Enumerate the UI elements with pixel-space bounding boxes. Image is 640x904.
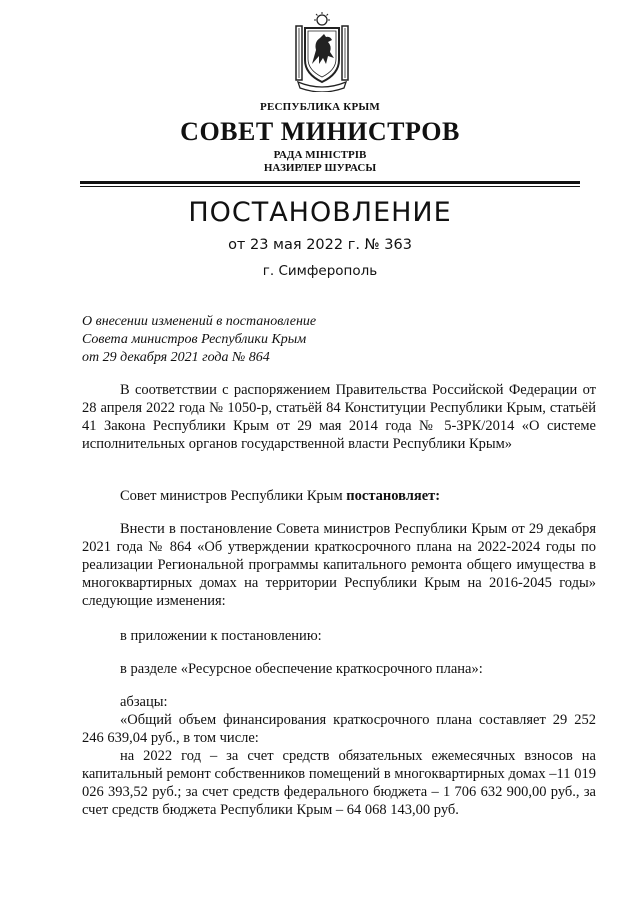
council-name: СОВЕТ МИНИСТРОВ [180,117,460,146]
crimea-coat-of-arms-icon [294,12,350,92]
funding-2022-paragraph [82,747,596,819]
council-name-ukrainian: РАДА МІНІСТРІВ [273,149,367,161]
funding-total-text: «Общий объем финансирования краткосрочного плана составляет 29 252 246 639,04 руб., в том числе: [82,712,596,746]
preamble-text: В соответствии с распоряжением Правительства Российской Федерации от 28 апреля 2022 года № 1050-р, статьёй 84 Конституции Республики Крым, статьёй 41 Закона Республики Крым от 29 мая 2014 года № 5-ЗРК/2014 «О системе исполнительных органов государственной власти Республики Крым» [82,382,596,452]
decree-city: г. Симферополь [262,263,378,279]
resolution-text [82,487,596,505]
paragraphs-label [82,693,596,711]
amendment-text: Внести в постановление Совета министров Республики Крым от 29 декабря 2021 года № 864 «Об утверждении краткосрочного плана на 2022-2024 годы по реализации Региональной программы капитального ремонта общего имущества в многоквартирных домах на территории Республики Крым на 2016-2045 годы» следующие изменения: [82,521,596,609]
resolution-subject: Совет министров Республики Крым [120,488,347,504]
paragraphs-label-text: абзацы: [120,694,168,710]
subject-line-1: О внесении изменений в постановление [82,314,317,329]
amendment-paragraph [82,520,596,610]
section-paragraph [82,660,596,678]
funding-2022-text: на 2022 год – за счет средств обязательных ежемесячных взносов на капитальный ремонт собственников помещений в многоквартирных домах –11 019 026 393,52 руб.; за счет средств федерального бюджета – 1 706 632 900,00 руб., за счет средств бюджета Республики Крым – 64 068 143,00 руб. [82,748,596,818]
header-rule-thick [80,181,580,184]
section-text: в разделе «Ресурсное обеспечение краткосрочного плана»: [120,661,483,677]
decree-date-number: от 23 мая 2022 г. № 363 [228,237,412,253]
council-name-crimean-tatar: НАЗИРЛЕР ШУРАСЫ [263,162,377,174]
preamble-paragraph [82,381,596,453]
resolution-verb: постановляет: [346,488,441,504]
subject-line-3: от 29 декабря 2021 года № 864 [82,350,270,365]
resolution-paragraph [82,487,596,505]
appendix-paragraph [82,627,596,645]
funding-total-paragraph [82,711,596,747]
document-type: ПОСТАНОВЛЕНИЕ [188,197,452,228]
appendix-text: в приложении к постановлению: [120,628,322,644]
decree-subject [82,313,316,367]
subject-line-2: Совета министров Республики Крым [82,332,307,347]
republic-name: РЕСПУБЛИКА КРЫМ [260,101,380,113]
header-rule-thin [80,186,580,187]
